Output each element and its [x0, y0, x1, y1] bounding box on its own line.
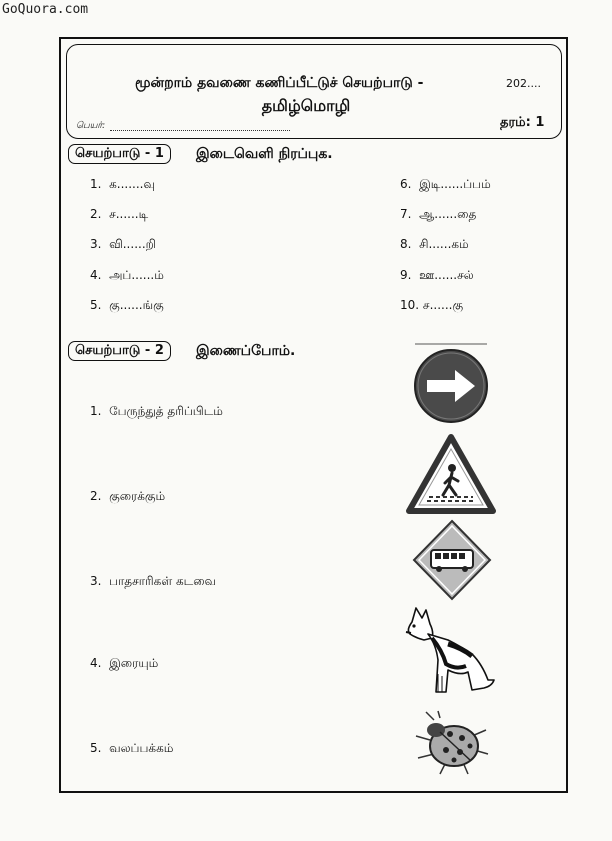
activity-1-badge: செயற்பாடு - 1 [68, 144, 171, 164]
activity-2-instruction: இணைப்போம். [196, 343, 296, 359]
a1-item-5: 5. கு......ங்கு [90, 298, 164, 312]
bus-sign-icon [412, 519, 492, 601]
dog-icon [402, 604, 498, 700]
a1-item-9: 9. ஊ......சல் [400, 268, 474, 282]
a1-item-10: 10. ச......கு [400, 298, 464, 312]
a1-item-7: 7. ஆ......தை [400, 207, 477, 221]
activity-2-badge: செயற்பாடு - 2 [68, 341, 171, 361]
right-arrow-sign-icon [409, 342, 493, 424]
grade-value: 1 [535, 115, 545, 130]
a1-item-1: 1. க.......வு [90, 177, 155, 191]
exam-title: மூன்றாம் தவணை கணிப்பீட்டுச் செயற்பாடு - [135, 75, 424, 91]
a1-item-6: 6. இடி......ப்பம் [400, 177, 491, 191]
name-field[interactable] [110, 130, 290, 131]
a2-item-4: 4. இரையும் [90, 656, 159, 670]
a2-item-5: 5. வலப்பக்கம் [90, 741, 174, 755]
a1-item-8: 8. சி......கம் [400, 237, 469, 251]
exam-year: 202.... [506, 77, 541, 90]
a2-item-2: 2. குரைக்கும் [90, 489, 166, 503]
a2-item-3: 3. பாதசாரிகள் கடவை [90, 574, 217, 588]
pedestrian-crossing-sign-icon [405, 433, 497, 515]
grade-label: தரம்: [500, 115, 531, 130]
ladybug-icon [410, 710, 492, 776]
a1-item-3: 3. வி......றி [90, 237, 156, 251]
name-label: பெயர்: [76, 121, 106, 131]
watermark: GoQuora.com [2, 2, 89, 17]
grade [500, 115, 544, 131]
a1-item-4: 4. அப்......ம் [90, 268, 164, 282]
subject-title: தமிழ்மொழி [261, 96, 351, 115]
a2-item-1: 1. பேருந்துத் தரிப்பிடம் [90, 404, 223, 418]
a1-item-2: 2. ச......டி [90, 207, 149, 221]
activity-1-instruction: இடைவெளி நிரப்புக. [196, 146, 333, 162]
